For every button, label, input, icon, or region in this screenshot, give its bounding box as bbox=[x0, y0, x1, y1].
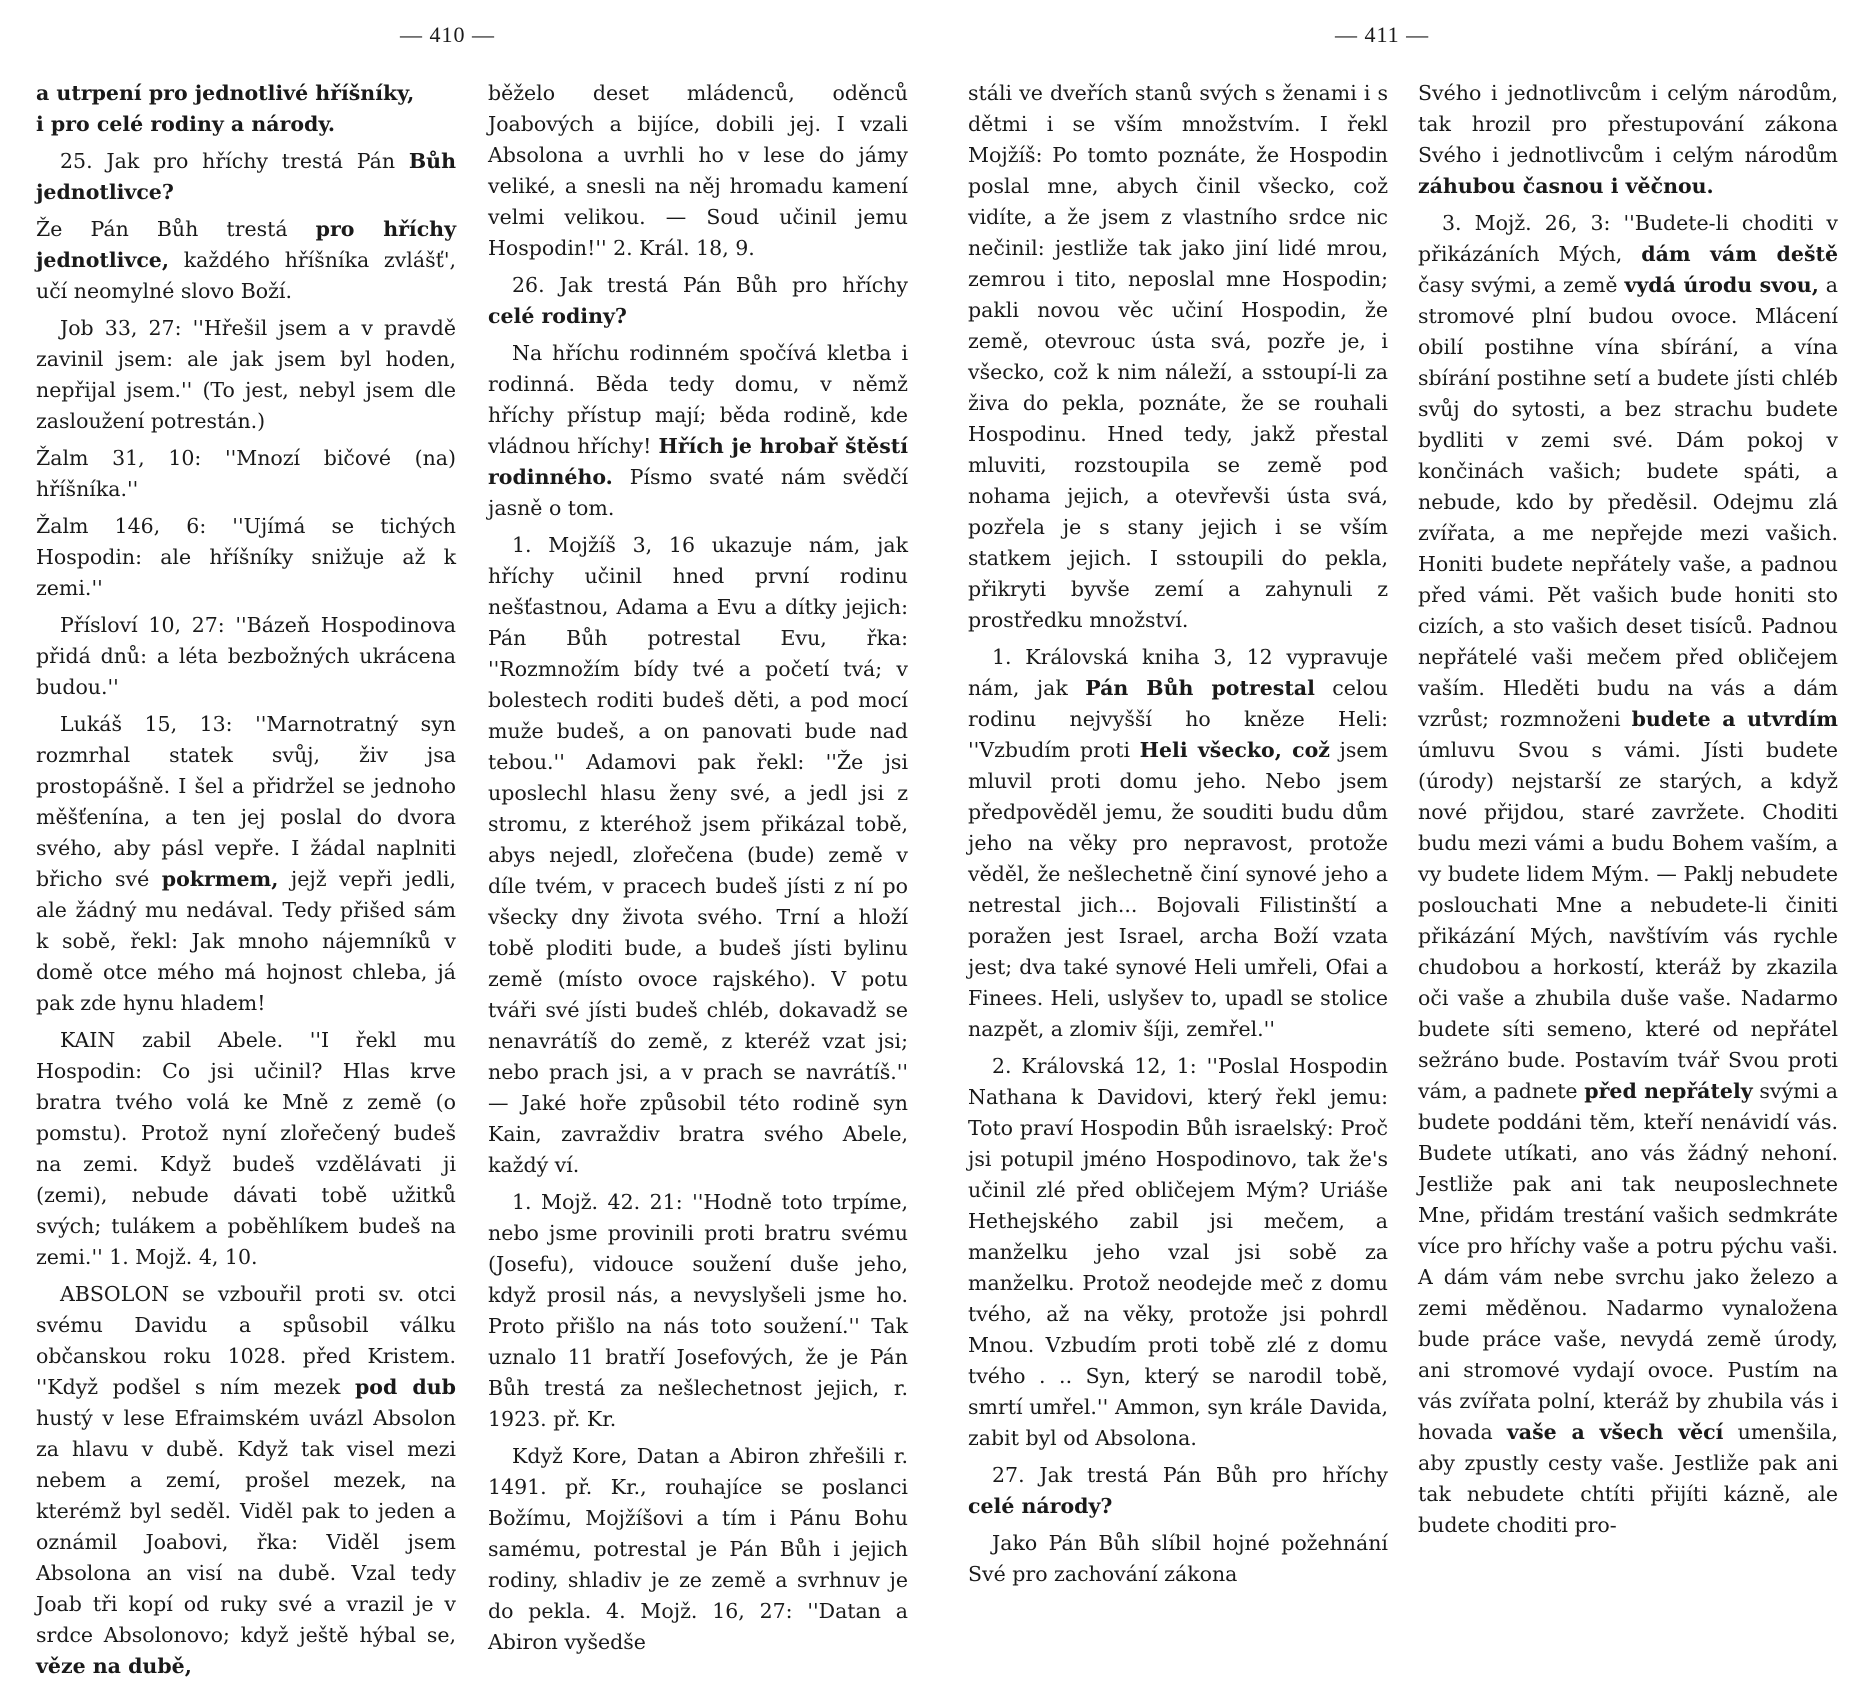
column-1 bbox=[36, 78, 456, 1688]
column-4 bbox=[1418, 78, 1838, 1547]
question-27: 27. Jak trestá Pán Bůh pro hříchy celé národy? bbox=[968, 1463, 1388, 1518]
paragraph-kain: KAIN zabil Abele. ''I řekl mu Hospodin: Co jsi učinil? Hlas krve bratra tvého volá ke Mně z země (o pomstu). Protož nyní zlořečený budeš na zemi. Když budeš vzdělávati ji (zemi), nebude dávati tobě užitků svých; tulákem a poběhlíkem budeš na zemi.'' 1. Mojž. 4, 10. bbox=[36, 1028, 456, 1269]
page-number-left: — 410 — bbox=[400, 22, 495, 47]
paragraph-continued: stáli ve dveřích stanů svých s ženami i s dětmi i se vším množstvím. I řekl Mojžíš: Po tomto poznáte, že Hospodin poslal mne, abych činil všecko, což vidíte, a že jsem z vlastního srdce nic nečinil: jestliže tak jako jiní lidé mrou, zemrou i tito, neposlal mne Hospodin; pakli novou věc učiní Hospodin, že země, otevrouc ústa svá, pozře je, i všecko, což k nim náleží, a sstoupí-li za živa do pekla, poznáte, že se rouhali Hospodinu. Hned tedy, jakž přestal mluviti, rozstoupila se země pod nohama jejich, a otevřevši ústa svá, pozřela je s stany jejich i se vším statkem jejich. I sstoupili do pekla, přikryti byvše zemí a zahynuli z prostředku množství. bbox=[968, 81, 1388, 632]
quote-proverbs: Přísloví 10, 27: ''Bázeň Hospodinova přidá dnů: a léta bezbožných ukrácena budou.'' bbox=[36, 613, 456, 699]
quote-genesis-3: 1. Mojžíš 3, 16 ukazuje nám, jak hříchy učinil hned první rodinu nešťastnou, Adama a Evu a dítky jejich: Pán Bůh potrestal Evu, řka: ''Rozmnožím bídy tvé a početí tvá; v bolestech roditi budeš děti, a pod mocí muže budeš, a on panovati bude nad tebou.'' Adamovi pak řekl: ''Že jsi uposlechl hlasu ženy své, a jedl jsi z stromu, z kteréhož jsem přikázal tobě, abys nejedl, zlořečena (bude) země v díle tvém, v pracech budeš jísti z ní po všecky dny života svého. Trní a hloží tobě ploditi bude, a budeš jísti bylinu země (místo ovoce rajského). V potu tváři své jísti budeš chléb, dokavadž se nenavrátíš do země, z kteréž vzat jsi; nebo prach jsi, a v prach se navrátíš.'' — Jaké hoře způsobil této rodině syn Kain, zavraždiv bratra svého Abele, každý ví. bbox=[488, 533, 908, 1177]
paragraph-kore: Když Kore, Datan a Abiron zhřešili r. 1491. př. Kr., rouhajíce se poslanci Božímu, Mojžíšovi a tím i Pánu Bohu samému, potrestal je Pán Bůh i jejich rodiny, shladiv je ze země a svrhnuv je do pekla. 4. Mojž. 16, 27: ''Datan a Abiron vyšedše bbox=[488, 1444, 908, 1654]
quote-kings-12: 2. Královská 12, 1: ''Poslal Hospodin Nathana k Davidovi, který řekl jemu: Toto praví Hospodin Bůh israelský: Proč jsi potupil jméno Hospodinovo, tak že's učinil zlé před obličejem Mým? Uriáše Hethejského zabil jsi mečem, a manželku jeho vzal jsi sobě za manželku. Protož neodejde meč z domu tvého, až na věky, protože jsi pohrdl Mnou. Vzbudím proti tobě zlé z domu tvého . .. Syn, který se narodil tobě, smrtí umřel.'' Ammon, syn krále Davida, zabit byl od Absolona. bbox=[968, 1054, 1388, 1450]
quote-kings-3: 1. Královská kniha 3, 12 vypravuje nám, jak Pán Bůh potrestal celou rodinu nejvyšší ho kněze Heli: ''Vzbudím proti Heli všecko, což jsem mluvil proti domu jeho. Nebo jsem předpověděl jemu, že souditi budu dům jeho na věky pro nepravost, protože věděl, že nešlechetně činí synové jeho a netrestal jich... Bojovali Filistinští a poražen jest Israel, archa Boží vzata jest; dva také synové Heli umřeli, Ofai a Finees. Heli, uslyšev to, upadl se stolice nazpět, a zlomiv šíji, zemřel.'' bbox=[968, 645, 1388, 1041]
column-2 bbox=[488, 78, 908, 1664]
page-number-right: — 411 — bbox=[1335, 22, 1430, 47]
question-26: 26. Jak trestá Pán Bůh pro hříchy celé rodiny? bbox=[488, 273, 908, 328]
answer-25: Že Pán Bůh trestá pro hříchy jednotlivce, každého hříšníka zvlášť', učí neomylné slovo Boží. bbox=[36, 217, 456, 303]
quote-psalm-146: Žalm 146, 6: ''Ujímá se tichých Hospodin: ale hříšníky snižuje až k zemi.'' bbox=[36, 514, 456, 600]
answer-26: Na hříchu rodinném spočívá kletba i rodinná. Běda tedy domu, v němž hříchy přístup mají; běda rodině, kde vládnou hříchy! Hřích je hrobař štěstí rodinného. Písmo svaté nám svědčí jasně o tom. bbox=[488, 341, 908, 520]
paragraph-continued: Svého i jednotlivcům i celým národům, tak hrozil pro přestupování zákona Svého i jednotlivcům i celým národům záhubou časnou i věčnou. bbox=[1418, 81, 1838, 198]
quote-leviticus-26: 3. Mojž. 26, 3: ''Budete-li choditi v přikázáních Mých, dám vám deště časy svými, a země vydá úrodu svou, a stromové plní budou ovoce. Mlácení obilí postihne vína sbírání, a vína sbírání postihne setí a budete jísti chléb svůj do sytosti, a bez strachu budete bydliti v zemi své. Dám pokoj v končinách vašich; budete spáti, a nebude, kdo by předěsil. Odejmu zlá zvířata, a me nepřejde mezi vašich. Honiti budete nepřátely vaše, a padnou před vámi. Pět vašich bude honiti sto cizích, a sto vašich deset tisíců. Padnou nepřátelé vaši mečem před obličejem vaším. Hleděti budu na vás a dám vzrůst; rozmnoženi budete a utvrdím úmluvu Svou s vámi. Jísti budete (úrody) nejstarší ze starých, a když nové přijdou, staré zavržete. Choditi budu mezi vámi a budu Bohem vaším, a vy budete lidem Mým. — Paklj nebudete poslouchati Mne a nebudete-li činiti přikázání Mých, navštívím vás rychle chudobou a horkostí, kteráž by zkazila oči vaše a zhubila duše vaše. Nadarmo budete síti semeno, které od nepřátel sežráno bude. Postavím tvář Svou proti vám, a padnete před nepřátely svými a budete poddáni těm, kteří nenávidí vás. Budete utíkati, ano vás žádný nehoní. Jestliže pak ani tak neuposlechnete Mne, přidám trestání vašich sedmkráte více pro hříchy vaše a potru pýchu vaši. A dám vám nebe svrchu jako železo a zemi měděnou. Nadarmo vynaložena bude práce vaše, nevydá země úrody, ani stromové vydají ovoce. Pustím na vás zvířata polní, kteráž by zhubila vás i hovada vaše a všech věcí umenšila, aby zpustly cesty vaše. Jestliže pak ani tak nebudete chtíti přijíti kázně, ale budete choditi pro- bbox=[1418, 211, 1838, 1537]
quote-psalm-31: Žalm 31, 10: ''Mnozí bičové (na) hříšníka.'' bbox=[36, 446, 456, 501]
quote-job: Job 33, 27: ''Hřešil jsem a v pravdě zavinil jsem: ale jak jsem byl hoden, nepřijal jsem.'' (To jest, nebyl jsem dle zasloužení potrestán.) bbox=[36, 316, 456, 433]
paragraph-absolon: ABSOLON se vzbouřil proti sv. otci svému Davidu a spůsobil válku občanskou roku 1028. před Kristem. ''Když podšel s ním mezek pod dub hustý v lese Efraimském uvázl Absolon za hlavu v dubě. Když tak visel mezi nebem a zemí, prošel mezek, na kterémž byl seděl. Viděl pak to jeden a oznámil Joabovi, řka: Viděl jsem Absolona an visí na dubě. Vzal tedy Joab tři kopí od ruky své a vrazil je v srdce Absolonovo; když ještě hýbal se, věze na dubě, bbox=[36, 1282, 456, 1678]
quote-genesis-42: 1. Mojž. 42. 21: ''Hodně toto trpíme, nebo jsme provinili proti bratru svému (Josefu), vidouce soužení duše jeho, když prosil nás, a nevyslyšeli jsme ho. Proto přišlo na nás toto soužení.'' Tak uznalo 11 bratří Josefových, že je Pán Bůh trestá za nešlechetnost jejich, r. 1923. př. Kr. bbox=[488, 1190, 908, 1431]
column-3 bbox=[968, 78, 1388, 1596]
paragraph-intro: a utrpení pro jednotlivé hříšníky, i pro celé rodiny a národy. bbox=[36, 81, 415, 136]
question-25: 25. Jak pro hříchy trestá Pán Bůh jednotlivce? bbox=[36, 149, 456, 204]
answer-27: Jako Pán Bůh slíbil hojné požehnání Své pro zachování zákona bbox=[968, 1531, 1388, 1586]
paragraph-continued: běželo deset mládenců, oděnců Joabových a bijíce, dobili jej. I vzali Absolona a uvrhli ho v lese do jámy veliké, a snesli na něj hromadu kamení velmi velikou. — Soud učinil jemu Hospodin!'' 2. Král. 18, 9. bbox=[488, 81, 908, 260]
quote-luke: Lukáš 15, 13: ''Marnotratný syn rozmrhal statek svůj, živ jsa prostopášně. I šel a přidržel se jednoho měšťenína, a ten jej poslal do dvora svého, aby pásl vepře. I žádal naplniti břicho své pokrmem, jejž vepři jedli, ale žádný mu nedával. Tedy přišed sám k sobě, řekl: Jak mnoho nájemníků v domě otce mého má hojnost chleba, já pak zde hynu hladem! bbox=[36, 712, 456, 1015]
